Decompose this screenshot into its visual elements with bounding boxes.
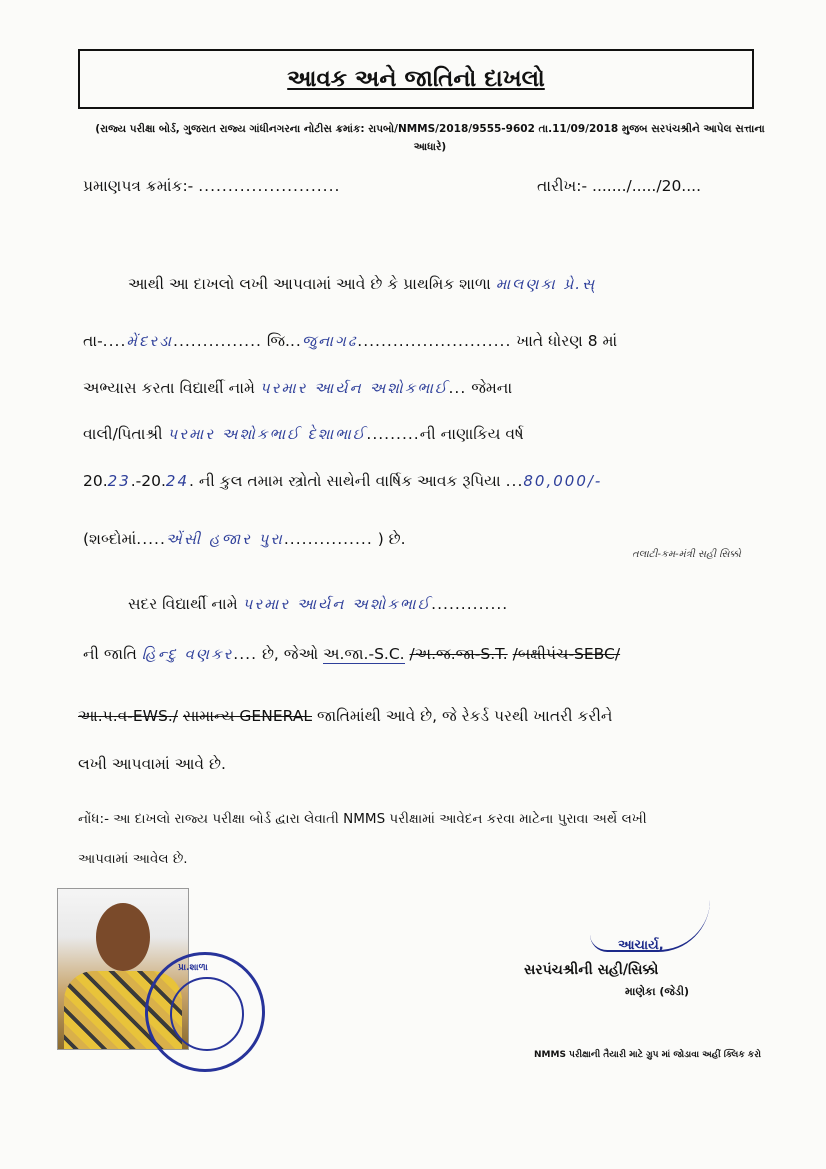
caste-handwritten: હિન્દુ વણકર [141,645,234,663]
income-line: 20.23.-20.24. ની કુલ તમામ સ્ત્રોતો સાથેની વાર્ષિક આવક રૂપિયા ...80,000/- [83,472,603,490]
note-line-2: આપવામાં આવેલ છે. [78,851,188,867]
taluka-label: તા- [83,332,103,350]
guardian-label: વાલી/પિતાશ્રી [83,425,163,443]
sign-place: માણેકા (જેડી) [625,985,689,998]
fin-year-text: ની નાણાકિય વર્ષ [419,425,524,443]
words-handwritten: એંસી હજાર પુરા [165,530,284,548]
caste-line-2 [78,707,612,726]
footer-group-link[interactable]: NMMS પરીક્ષાની તૈયારી માટે ગ્રુપ માં જોડાવા અહીં ક્લિક કરો [534,1050,762,1060]
school-line [128,275,596,294]
taluka-handwritten: મેંદરડા [126,332,174,350]
income-text: . ની કુલ તમામ સ્ત્રોતો સાથેની વાર્ષિક આવક રૂપિયા [189,472,501,490]
guardian-handwritten: પરમાર અશોકભાઈ દેશાભાઈ [167,425,367,443]
guardian-line: વાલી/પિતાશ્રી પરમાર અશોકભાઈ દેશાભાઈ.........ની નાણાકિય વર્ષ [83,425,524,443]
words-end: ) છે. [377,530,406,548]
district-handwritten: જુનાગઢ [301,332,358,350]
subtitle: (રાજ્ય પરીક્ષા બોર્ડ, ગુજરાત રાજ્ય ગાંધીનગરના નોટીસ ક્રમાંક: રાપબો/NMMS/2018/9555-9602 તા.11/09/2018 મુજબ સરપંચશ્રીને આપેલ સત્તાના આધારે) [95,123,765,153]
income-handwritten: 80,000/- [523,472,603,490]
student2-handwritten: પરમાર આર્યન અશોકભાઈ [242,595,432,613]
caste-line: ની જાતિ હિન્દુ વણકર.... છે, જેઓ અ.જા.-S.C. /અ.જ.જા-S.T. /બક્ષીપંચ-SEBC/ [83,645,621,663]
school-stamp [145,952,265,1072]
year-to-handwritten: 24 [165,472,190,490]
student-line: અભ્યાસ કરતા વિદ્યાર્થી નામે પરમાર આર્યન અશોકભાઈ... જેમના [83,379,513,397]
closing-line: લખી આપવામાં આવે છે. [78,755,226,773]
sign-office: સરપંચશ્રીની સહી/સિક્કો [524,962,659,978]
note-line-1: નોંધ:- આ દાખલો રાજ્ય પરીક્ષા બોર્ડ દ્વારા લેવાતી NMMS પરીક્ષામાં આવેદન કરવા માટેના પુરાવા અર્થે લખી [78,811,647,827]
school-intro: આથી આ દાખલો લખી આપવામાં આવે છે કે પ્રાથમિક શાળા [128,275,491,293]
words-label: (શબ્દોમાં [83,530,137,548]
caste-label: ની જાતિ [83,645,137,663]
student-name-handwritten: પરમાર આર્યન અશોકભાઈ [259,379,449,397]
title-box [78,49,754,109]
jemna-text: જેમના [471,379,513,397]
student2-label: સદર વિદ્યાર્થી નામે [128,595,238,613]
school-handwritten: માલણકા પ્રે.સ્ [495,275,597,293]
date-value: ......./...../20.... [592,177,702,195]
category-sc: અ.જા.-S.C. [323,645,405,663]
date-line [537,177,701,196]
category-general: સામાન્ય GENERAL [182,707,312,725]
words-line: (શબ્દોમાં.....એંસી હજાર પુરા............... ) છે. [83,530,406,548]
side-note [632,548,752,562]
caste-mid: છે, જેઓ [261,645,319,663]
sign-title: આચાર્ય, [618,938,664,953]
category-sebc: /બક્ષીપંચ-SEBC/ [512,645,621,663]
standard-text: ખાતે ધોરણ 8 માં [516,332,618,350]
page-title: આવક અને જાતિનો દાખલો [287,66,545,92]
stamp-text: પ્રા.શાળા [178,963,208,973]
year-from-handwritten: 23 [107,472,131,490]
year-prefix: 20. [83,472,108,490]
date-label: તારીખ:- [537,177,588,195]
category-ews: આ.પ.વ-EWS./ [78,707,178,725]
caste-line2-tail: જાતિમાંથી આવે છે, જે રેકર્ડ પરથી ખાતરી કરીને [316,707,613,725]
cert-no-line [83,177,340,196]
taluka-line: તા-....મેંદરડા............... જિ...જુનાગઢ.......................... ખાતે ધોરણ 8 માં [83,332,618,350]
student2-line: સદર વિદ્યાર્થી નામે પરમાર આર્યન અશોકભાઈ............. [128,595,509,613]
category-st: /અ.જ.જા-S.T. [409,645,508,663]
district-label: જિ. [266,332,290,350]
cert-no-dots: ........................ [198,177,341,195]
year-mid: .-20. [130,472,166,490]
student-label: અભ્યાસ કરતા વિદ્યાર્થી નામે [83,379,255,397]
cert-no-label: પ્રમાણપત્ર ક્રમાંક:- [83,177,194,195]
side-note-handwritten: તલાટી-કમ-મંત્રી સહી સિક્કો [632,549,741,560]
